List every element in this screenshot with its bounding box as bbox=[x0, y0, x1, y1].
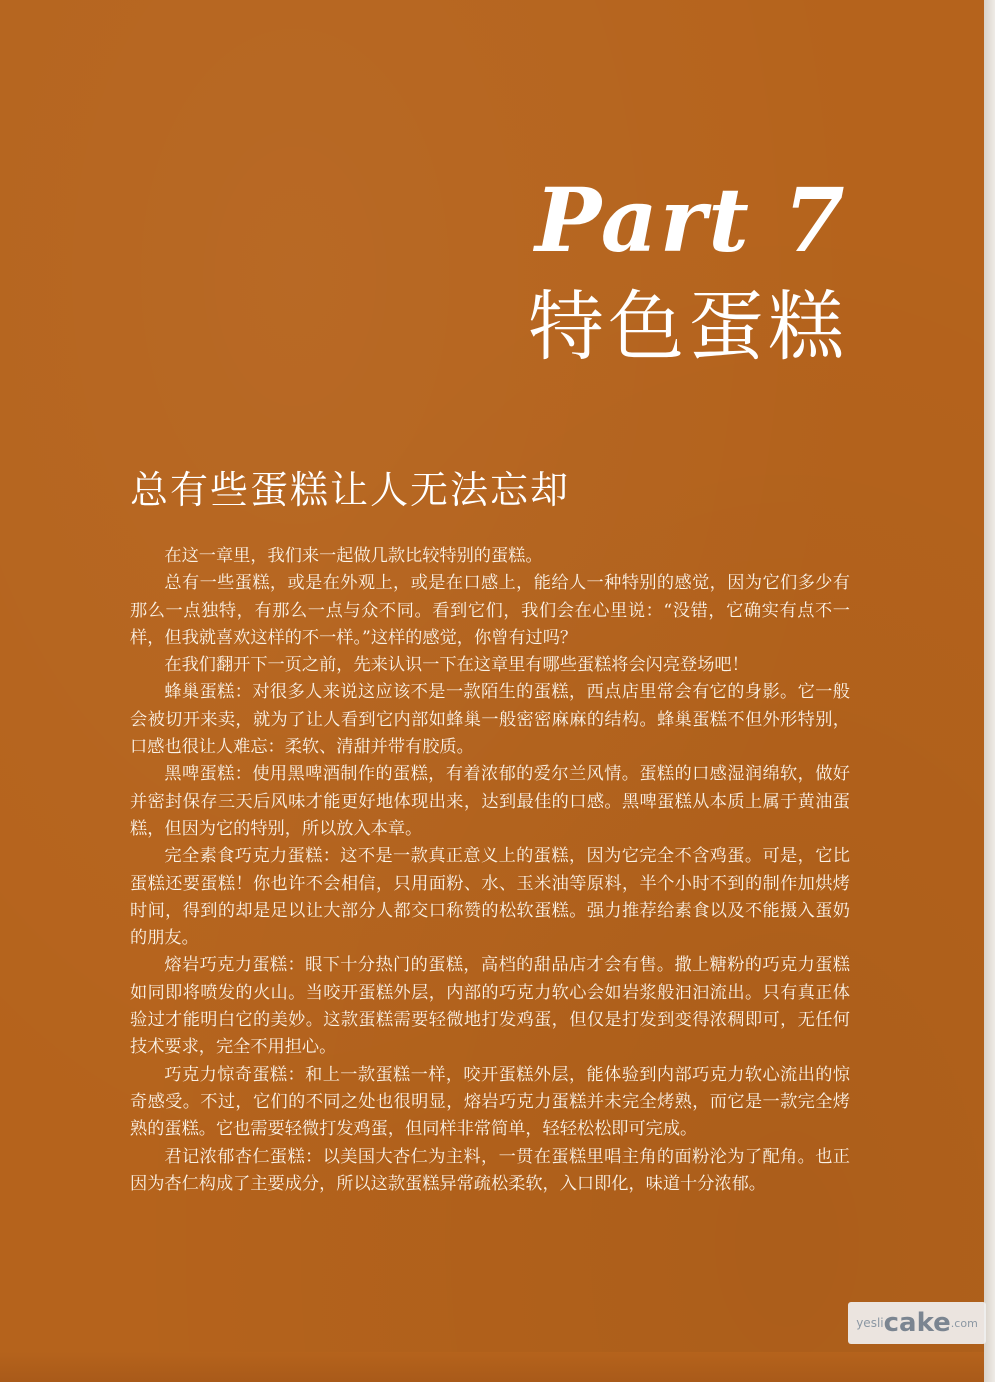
paragraph: 熔岩巧克力蛋糕：眼下十分热门的蛋糕，高档的甜品店才会有售。撒上糖粉的巧克力蛋糕如同即将喷发的火山。当咬开蛋糕外层，内部的巧克力软心会如岩浆般汩汩流出。只有真正体验过才能明白它的美妙。这款蛋糕需要轻微地打发鸡蛋，但仅是打发到变得浓稠即可，无任何技术要求，完全不用担心。 bbox=[130, 955, 850, 1058]
paragraph: 完全素食巧克力蛋糕：这不是一款真正意义上的蛋糕，因为它完全不含鸡蛋。可是，它比蛋糕还要蛋糕！你也许不会相信，只用面粉、水、玉米油等原料，半个小时不到的制作加烘烤时间，得到的却是足以让大部分人都交口称赞的松软蛋糕。强力推荐给素食以及不能摄入蛋奶的朋友。 bbox=[130, 846, 850, 949]
chapter-title: 特色蛋糕 bbox=[528, 282, 848, 371]
site-watermark bbox=[848, 1302, 986, 1344]
section-heading: 总有些蛋糕让人无法忘却 bbox=[130, 468, 571, 512]
part-heading: Part 7 bbox=[535, 168, 847, 272]
page-right-margin bbox=[984, 0, 995, 1382]
body-text bbox=[130, 543, 850, 1198]
paragraph: 巧克力惊奇蛋糕：和上一款蛋糕一样，咬开蛋糕外层，能体验到内部巧克力软心流出的惊奇感受。不过，它们的不同之处也很明显，熔岩巧克力蛋糕并未完全烤熟，而它是一款完全烤熟的蛋糕。它也需要轻微打发鸡蛋，但同样非常简单，轻轻松松即可完成。 bbox=[130, 1064, 850, 1140]
page-bottom-edge bbox=[0, 1352, 984, 1382]
paragraph: 君记浓郁杏仁蛋糕：以美国大杏仁为主料，一贯在蛋糕里唱主角的面粉沦为了配角。也正因为杏仁构成了主要成分，所以这款蛋糕异常疏松柔软，入口即化，味道十分浓郁。 bbox=[130, 1146, 850, 1194]
watermark-suffix: .com bbox=[950, 1316, 978, 1330]
paragraph: 在我们翻开下一页之前，先来认识一下在这章里有哪些蛋糕将会闪亮登场吧！ bbox=[164, 655, 749, 676]
paragraph: 黑啤蛋糕：使用黑啤酒制作的蛋糕，有着浓郁的爱尔兰风情。蛋糕的口感湿润绵软，做好并密封保存三天后风味才能更好地体现出来，达到最佳的口感。黑啤蛋糕从本质上属于黄油蛋糕，但因为它的特别，所以放入本章。 bbox=[130, 764, 850, 839]
watermark-prefix: yesli bbox=[856, 1316, 884, 1330]
paragraph: 在这一章里，我们来一起做几款比较特别的蛋糕。 bbox=[164, 546, 543, 566]
paragraph: 蜂巢蛋糕：对很多人来说这应该不是一款陌生的蛋糕，西点店里常会有它的身影。它一般会被切开来卖，就为了让人看到它内部如蜂巢一般密密麻麻的结构。蜂巢蛋糕不但外形特别，口感也很让人难忘：柔软、清甜并带有胶质。 bbox=[130, 682, 850, 758]
paragraph: 总有一些蛋糕，或是在外观上，或是在口感上，能给人一种特别的感觉，因为它们多少有那么一点独特，有那么一点与众不同。看到它们，我们会在心里说：“没错，它确实有点不一样，但我就喜欢这样的不一样。”这样的感觉，你曾有过吗？ bbox=[130, 573, 850, 648]
watermark-middle: cake bbox=[883, 1308, 951, 1338]
